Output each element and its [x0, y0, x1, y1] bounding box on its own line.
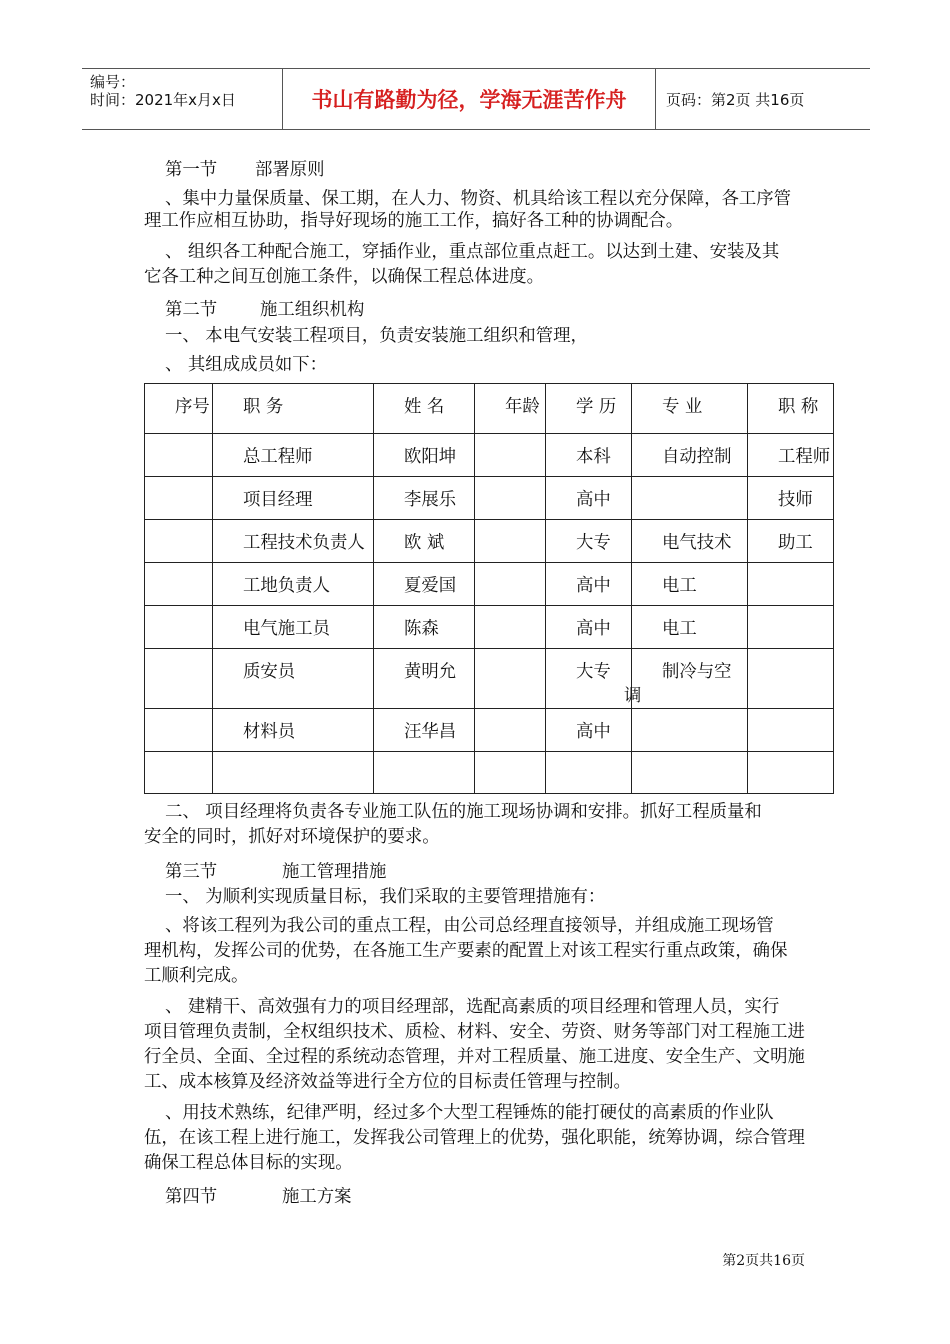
paragraph-line: 一、 本电气安装工程项目，负责安装施工组织和管理， — [165, 326, 588, 346]
table-cell — [748, 563, 834, 606]
table-cell: 欧 斌 — [374, 520, 475, 563]
table-header: 职 称 — [748, 384, 834, 434]
staff-table — [144, 383, 834, 794]
table-header: 学 历 — [546, 384, 632, 434]
table-header: 序号 — [145, 384, 213, 434]
paragraph-line: 、集中力量保质量、保工期，在人力、物资、机具给该工程以充分保障，各工序管 — [165, 189, 792, 209]
table-cell: 大专 调 — [546, 649, 632, 709]
page-footer: 第2页共16页 — [722, 1253, 805, 1269]
table-cell — [145, 563, 213, 606]
table-cell — [145, 434, 213, 477]
section-number: 第四节 — [165, 1187, 218, 1207]
table-cell: 大专 — [546, 520, 632, 563]
paragraph-line: 工顺利完成。 — [144, 966, 249, 986]
table-cell: 夏爱国 — [374, 563, 475, 606]
paragraph-line: 理工作应相互协助，指导好现场的施工工作，搞好各工种的协调配合。 — [144, 211, 684, 231]
table-cell — [632, 477, 748, 520]
number-label: 编号： — [90, 73, 136, 91]
table-row — [145, 649, 834, 709]
section-3-title — [165, 857, 386, 882]
table-cell: 项目经理 — [213, 477, 374, 520]
section-text: 部署原则 — [255, 160, 325, 180]
table-header: 年龄 — [475, 384, 546, 434]
section-text: 施工组织机构 — [260, 300, 365, 320]
table-cell: 高中 — [546, 563, 632, 606]
section-1-title — [165, 155, 325, 180]
table-cell — [145, 709, 213, 752]
wrapped-text: 调 — [624, 686, 642, 706]
paragraph-line: 它各工种之间互创施工条件，以确保工程总体进度。 — [144, 267, 544, 287]
section-text: 施工管理措施 — [282, 862, 387, 882]
table-cell: 李展乐 — [374, 477, 475, 520]
paragraph-line: 确保工程总体目标的实现。 — [144, 1153, 353, 1173]
paragraph-line: 、 组织各工种配合施工，穿插作业，重点部位重点赶工。以达到土建、安装及其 — [165, 242, 780, 262]
table-cell — [374, 752, 475, 794]
table-cell: 工地负责人 — [213, 563, 374, 606]
table-cell: 助工 — [748, 520, 834, 563]
table-cell: 高中 — [546, 477, 632, 520]
table-cell — [145, 752, 213, 794]
section-2-title — [165, 295, 364, 320]
header-meta — [82, 69, 282, 129]
table-cell — [748, 709, 834, 752]
table-cell: 电工 — [632, 606, 748, 649]
table-row — [145, 752, 834, 794]
table-cell — [632, 709, 748, 752]
paragraph-line: 理机构，发挥公司的优势，在各施工生产要素的配置上对该工程实行重点政策，确保 — [144, 941, 788, 961]
table-cell: 黄明允 — [374, 649, 475, 709]
table-row — [145, 606, 834, 649]
table-cell — [145, 606, 213, 649]
table-cell — [475, 606, 546, 649]
table-cell — [145, 520, 213, 563]
table-cell — [475, 563, 546, 606]
table-cell: 电气技术 — [632, 520, 748, 563]
table-cell — [475, 752, 546, 794]
paragraph-line: 、用技术熟练，纪律严明，经过多个大型工程锤炼的能打硬仗的高素质的作业队 — [165, 1103, 774, 1123]
paragraph-line: 、 其组成成员如下： — [165, 355, 328, 375]
table-cell: 制冷与空 — [632, 649, 748, 709]
table-cell — [213, 752, 374, 794]
table-row — [145, 477, 834, 520]
time-label: 时间：2021年x月x日 — [90, 91, 236, 109]
table-cell: 高中 — [546, 709, 632, 752]
table-row — [145, 434, 834, 477]
paragraph-line: 二、 项目经理将负责各专业施工队伍的施工现场协调和安排。抓好工程质量和 — [165, 802, 762, 822]
table-cell: 材料员 — [213, 709, 374, 752]
table-cell — [475, 709, 546, 752]
table-header-row — [145, 384, 834, 434]
table-cell — [632, 752, 748, 794]
table-row — [145, 520, 834, 563]
table-cell — [748, 606, 834, 649]
table-cell — [748, 649, 834, 709]
table-cell — [748, 752, 834, 794]
table-row — [145, 563, 834, 606]
table-cell: 电气施工员 — [213, 606, 374, 649]
table-cell: 电工 — [632, 563, 748, 606]
table-cell: 工程技术负责人 — [213, 520, 374, 563]
motto: 书山有路勤为径，学海无涯苦作舟 — [282, 69, 656, 129]
table-cell — [475, 434, 546, 477]
table-cell — [475, 477, 546, 520]
paragraph-line: 项目管理负责制，全权组织技术、质检、材料、安全、劳资、财务等部门对工程施工进 — [144, 1022, 805, 1042]
table-header: 职 务 — [213, 384, 374, 434]
page-label: 页码：第2页 共16页 — [666, 90, 805, 109]
table-cell — [546, 752, 632, 794]
section-number: 第二节 — [165, 300, 218, 320]
paragraph-line: 工、成本核算及经济效益等进行全方位的目标责任管理与控制。 — [144, 1072, 631, 1092]
table-header: 专 业 — [632, 384, 748, 434]
table-cell: 汪华昌 — [374, 709, 475, 752]
section-4-title — [165, 1182, 352, 1207]
paragraph-line: 安全的同时，抓好对环境保护的要求。 — [144, 827, 440, 847]
table-cell — [145, 477, 213, 520]
paragraph-line: 、 建精干、高效强有力的项目经理部，选配高素质的项目经理和管理人员，实行 — [165, 997, 780, 1017]
table-cell: 自动控制 — [632, 434, 748, 477]
table-cell: 质安员 — [213, 649, 374, 709]
table-cell: 工程师 — [748, 434, 834, 477]
table-cell — [475, 520, 546, 563]
paragraph-line: 一、 为顺利实现质量目标，我们采取的主要管理措施有： — [165, 887, 606, 907]
table-cell: 总工程师 — [213, 434, 374, 477]
section-text: 施工方案 — [282, 1187, 352, 1207]
section-number: 第一节 — [165, 160, 218, 180]
table-header: 姓 名 — [374, 384, 475, 434]
section-number: 第三节 — [165, 862, 218, 882]
table-cell — [475, 649, 546, 709]
paragraph-line: 行全员、全面、全过程的系统动态管理，并对工程质量、施工进度、安全生产、文明施 — [144, 1047, 805, 1067]
table-cell: 陈森 — [374, 606, 475, 649]
table-cell: 高中 — [546, 606, 632, 649]
table-cell — [145, 649, 213, 709]
table-row — [145, 709, 834, 752]
table-cell: 技师 — [748, 477, 834, 520]
paragraph-line: 、将该工程列为我公司的重点工程，由公司总经理直接领导，并组成施工现场管 — [165, 916, 774, 936]
document-header — [82, 68, 870, 130]
table-cell: 本科 — [546, 434, 632, 477]
paragraph-line: 伍，在该工程上进行施工，发挥我公司管理上的优势，强化职能，统筹协调，综合管理 — [144, 1128, 805, 1148]
table-cell: 欧阳坤 — [374, 434, 475, 477]
